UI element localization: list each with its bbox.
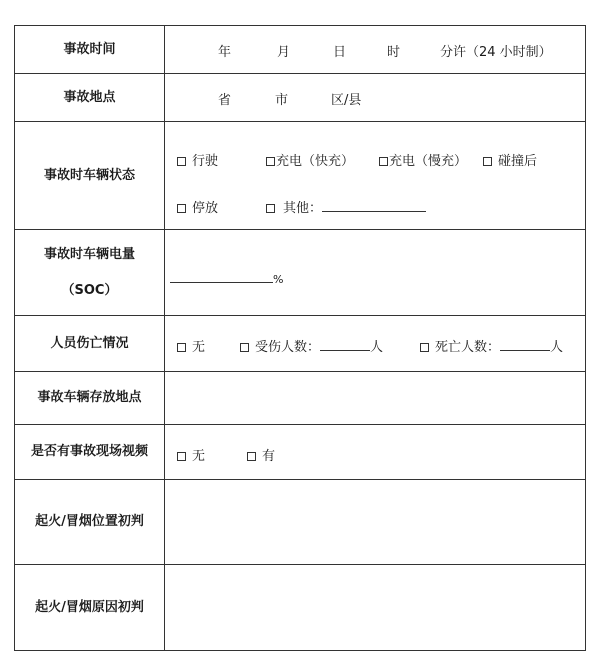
checkbox-icon[interactable] [266, 204, 275, 213]
label-incident-location: 事故地点 [15, 74, 165, 122]
option-video-no[interactable]: 无 [177, 445, 205, 464]
minute-note: 分许（24 小时制） [440, 45, 552, 60]
injured-count-input[interactable] [320, 338, 370, 351]
row-storage-location [15, 372, 586, 425]
checkbox-icon[interactable] [177, 204, 186, 213]
row-scene-video [15, 425, 586, 480]
incident-location-field[interactable] [165, 74, 586, 122]
label-battery-line1: 事故时车辆电量 [43, 246, 135, 262]
checkbox-icon[interactable] [177, 343, 186, 352]
other-blank-input[interactable] [322, 199, 426, 212]
row-fire-position [15, 480, 586, 565]
battery-soc-field [165, 230, 586, 316]
option-other[interactable]: 其他： [266, 197, 426, 216]
vehicle-state-options [165, 122, 586, 230]
label-fire-position: 起火/冒烟位置初判 [15, 480, 165, 565]
row-casualties [15, 316, 586, 372]
month-unit: 月 [277, 45, 291, 60]
checkbox-icon[interactable] [379, 157, 388, 166]
row-incident-time [15, 26, 586, 74]
district-unit: 区/县 [331, 93, 362, 108]
checkbox-icon[interactable] [240, 343, 249, 352]
option-video-yes[interactable]: 有 [247, 445, 275, 464]
label-vehicle-state: 事故时车辆状态 [15, 122, 165, 230]
checkbox-icon[interactable] [483, 157, 492, 166]
day-unit: 日 [333, 45, 347, 60]
checkbox-icon[interactable] [420, 343, 429, 352]
casualties-field [165, 316, 586, 372]
label-battery-soc [15, 230, 165, 316]
label-scene-video: 是否有事故现场视频 [15, 425, 165, 480]
option-driving[interactable]: 行驶 [177, 150, 218, 169]
fire-position-field[interactable] [165, 480, 586, 565]
checkbox-icon[interactable] [177, 157, 186, 166]
city-unit: 市 [275, 93, 289, 108]
hour-unit: 时 [387, 45, 401, 60]
row-battery-soc [15, 230, 586, 316]
option-dead[interactable]: 死亡人数： 人 [420, 336, 563, 355]
row-vehicle-state [15, 122, 586, 230]
label-storage-location: 事故车辆存放地点 [15, 372, 165, 425]
fire-cause-field[interactable] [165, 565, 586, 651]
dead-count-input[interactable] [500, 338, 550, 351]
soc-blank-input[interactable] [170, 270, 273, 283]
row-incident-location [15, 74, 586, 122]
label-casualties: 人员伤亡情况 [15, 316, 165, 372]
option-after-collision[interactable]: 碰撞后 [483, 150, 537, 169]
option-injured[interactable]: 受伤人数： 人 [240, 336, 383, 355]
checkbox-icon[interactable] [177, 452, 186, 461]
label-fire-cause: 起火/冒烟原因初判 [15, 565, 165, 651]
option-fast-charging[interactable]: 充电（快充） [266, 150, 354, 169]
label-battery-line2: （SOC） [61, 282, 118, 298]
checkbox-icon[interactable] [266, 157, 275, 166]
option-parked[interactable]: 停放 [177, 197, 218, 216]
incident-time-field[interactable] [165, 26, 586, 74]
storage-location-field[interactable] [165, 372, 586, 425]
row-fire-cause [15, 565, 586, 651]
checkbox-icon[interactable] [247, 452, 256, 461]
option-none[interactable]: 无 [177, 336, 205, 355]
scene-video-field [165, 425, 586, 480]
option-slow-charging[interactable]: 充电（慢充） [379, 150, 467, 169]
year-unit: 年 [218, 45, 232, 60]
percent-unit: % [273, 273, 284, 286]
label-incident-time: 事故时间 [15, 26, 165, 74]
incident-report-form [14, 25, 586, 651]
province-unit: 省 [218, 93, 232, 108]
soc-input-wrap [170, 270, 283, 287]
